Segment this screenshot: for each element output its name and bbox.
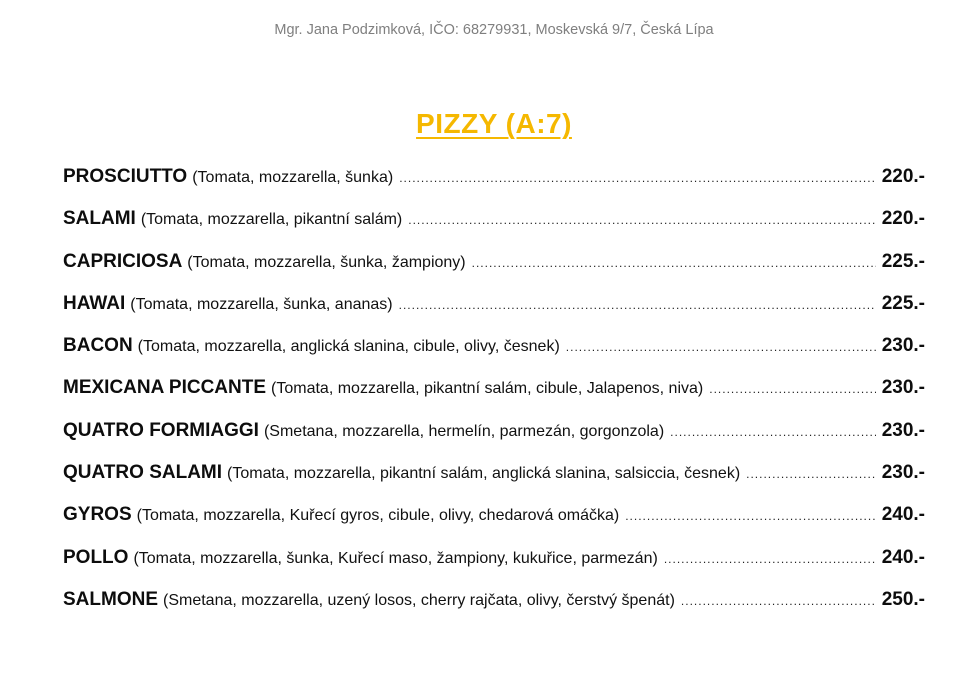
dot-leader	[664, 552, 876, 566]
item-price: 225.-	[881, 250, 925, 272]
item-description: (Tomata, mozzarella, šunka, Kuřecí maso, žampiony, kukuřice, parmezán)	[133, 549, 658, 567]
dot-leader	[399, 298, 876, 312]
item-name: CAPRICIOSA	[63, 250, 183, 272]
item-description: (Smetana, mozzarella, uzený losos, cherry rajčata, olivy, čerstvý špenát)	[163, 591, 675, 609]
item-name: HAWAI	[63, 292, 126, 314]
item-name: POLLO	[63, 546, 129, 568]
menu-item	[63, 547, 925, 589]
item-description: (Smetana, mozzarella, hermelín, parmezán, gorgonzola)	[263, 422, 665, 440]
menu-item	[63, 335, 925, 377]
item-price: 230.-	[881, 335, 925, 357]
menu-item	[63, 208, 925, 250]
item-price: 230.-	[881, 419, 925, 441]
item-name: MEXICANA PICCANTE	[63, 377, 267, 399]
item-description: (Tomata, mozzarella, Kuřecí gyros, cibule, olivy, chedarová omáčka)	[136, 507, 620, 525]
item-description: (Tomata, mozzarella, šunka, ananas)	[130, 295, 393, 313]
item-name: QUATRO FORMIAGGI	[63, 419, 259, 441]
dot-leader	[399, 171, 876, 185]
item-name: QUATRO SALAMI	[63, 462, 223, 484]
menu-item	[63, 251, 925, 293]
item-description: (Tomata, mozzarella, pikantní salám, cibule, Jalapenos, niva)	[271, 380, 704, 398]
item-price: 230.-	[881, 462, 925, 484]
item-name: GYROS	[63, 504, 132, 526]
item-name: PROSCIUTTO	[63, 166, 188, 187]
item-description: (Tomata, mozzarella, šunka, žampiony)	[187, 253, 466, 271]
menu-item	[63, 377, 925, 419]
item-description: (Tomata, mozzarella, pikantní salám, anglická slanina, salsiccia, česnek)	[227, 465, 741, 483]
menu-item	[63, 589, 925, 631]
item-name: SALAMI	[63, 208, 136, 230]
dot-leader	[566, 340, 876, 354]
dot-leader	[709, 382, 875, 396]
item-price: 220.-	[881, 208, 925, 230]
dot-leader	[746, 467, 876, 481]
item-price: 250.-	[881, 588, 925, 610]
menu-item	[63, 420, 925, 462]
menu-item	[63, 166, 925, 208]
dot-leader	[681, 594, 876, 608]
dot-leader	[670, 425, 876, 439]
menu-item	[63, 504, 925, 546]
section-title: PIZZY (A:7)	[416, 108, 572, 139]
item-description: (Tomata, mozzarella, anglická slanina, cibule, olivy, česnek)	[137, 338, 560, 356]
document-header: Mgr. Jana Podzimková, IČO: 68279931, Moskevská 9/7, Česká Lípa	[274, 22, 714, 38]
item-price: 230.-	[881, 377, 925, 399]
item-description: (Tomata, mozzarella, šunka)	[192, 169, 394, 186]
item-price: 240.-	[881, 546, 925, 568]
menu-item	[63, 462, 925, 504]
menu-list	[63, 166, 925, 631]
item-price: 225.-	[881, 292, 925, 314]
item-name: SALMONE	[63, 588, 158, 610]
dot-leader	[472, 256, 876, 270]
item-name: BACON	[63, 335, 133, 357]
item-price: 240.-	[881, 504, 925, 526]
item-price: 220.-	[881, 166, 925, 187]
menu-item	[63, 293, 925, 335]
item-description: (Tomata, mozzarella, pikantní salám)	[140, 211, 403, 229]
dot-leader	[408, 213, 875, 227]
dot-leader	[625, 509, 876, 523]
